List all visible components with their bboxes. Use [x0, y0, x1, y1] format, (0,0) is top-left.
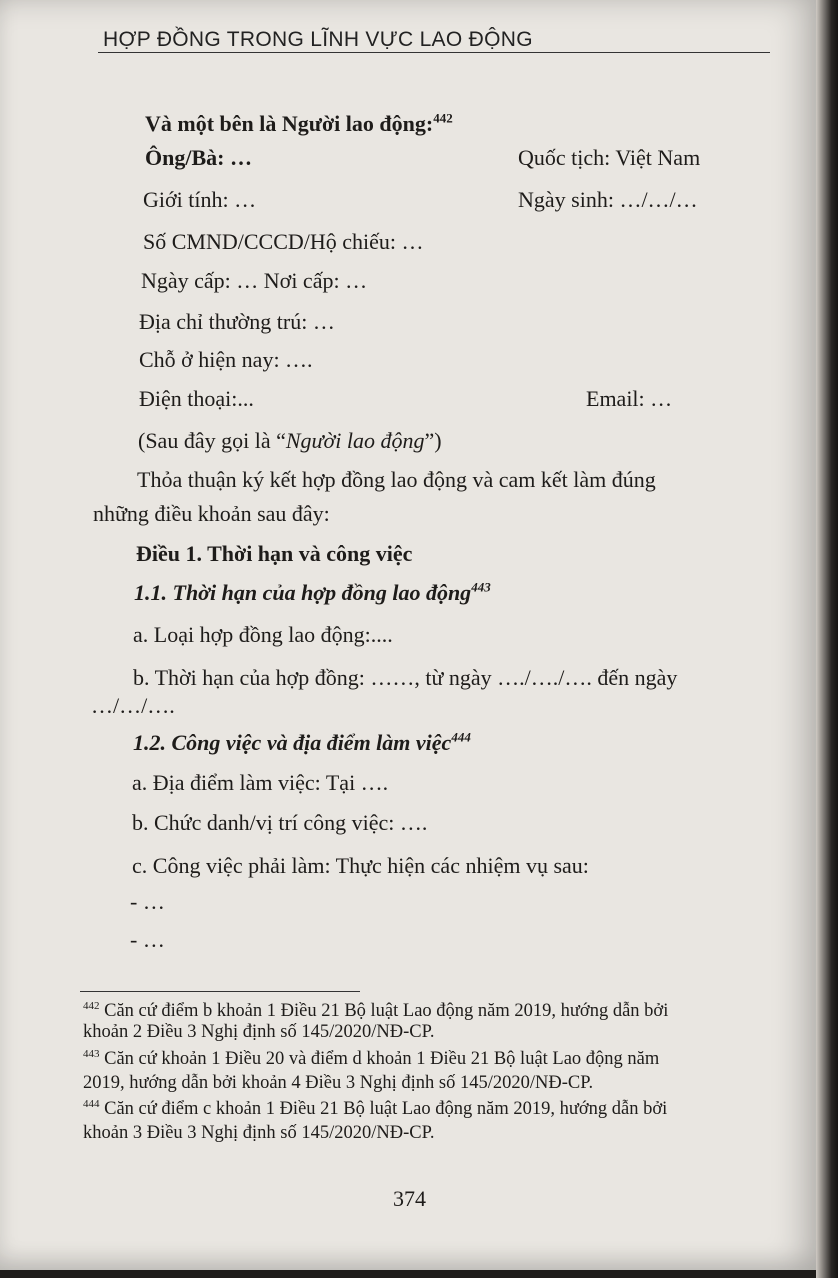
header-rule: [98, 52, 770, 53]
nationality-field: Quốc tịch: Việt Nam: [518, 145, 701, 170]
footnote-443-text: Căn cứ khoản 1 Điều 20 và điểm d khoản 1 Điều 21 Bộ luật Lao động năm: [104, 1049, 660, 1069]
contract-type-field: a. Loại hợp đồng lao động:....: [133, 622, 393, 647]
footnote-444-line-1: [83, 1099, 667, 1119]
issue-field: Ngày cấp: … Nơi cấp: …: [141, 268, 368, 293]
agreement-line-2: những điều khoản sau đây:: [93, 501, 330, 526]
article-1-title: Điều 1. Thời hạn và công việc: [136, 541, 413, 566]
footnote-442-line-1: [83, 1001, 668, 1021]
gender-field: Giới tính: …: [143, 187, 257, 212]
alias-before: (Sau đây gọi là “: [138, 428, 286, 453]
party-heading: [145, 111, 453, 137]
job-title-field: b. Chức danh/vị trí công việc: ….: [132, 810, 428, 835]
contract-term-line-2: …/…/….: [91, 693, 175, 718]
page-number: 374: [393, 1186, 426, 1211]
section-1-2-title: [133, 730, 471, 756]
footnote-442-line-2: khoản 2 Điều 3 Nghị định số 145/2020/NĐ-CP.: [83, 1022, 435, 1042]
footnote-ref-443: 443: [471, 579, 491, 595]
page-edge-shadow: [816, 0, 838, 1278]
footnote-442-text: Căn cứ điểm b khoản 1 Điều 21 Bộ luật Lao động năm 2019, hướng dẫn bởi: [104, 1001, 669, 1021]
duty-item-1: - …: [130, 889, 165, 914]
footnote-rule: [80, 991, 360, 992]
footnote-ref-444: 444: [451, 729, 471, 745]
alias-italic: Người lao động: [285, 428, 425, 453]
dob-field: Ngày sinh: …/…/…: [518, 187, 698, 212]
footnote-443-line-1: [83, 1049, 659, 1069]
section-1-1-text: 1.1. Thời hạn của hợp đồng lao động: [134, 580, 472, 605]
footnote-444-line-2: khoản 3 Điều 3 Nghị định số 145/2020/NĐ-CP.: [83, 1123, 435, 1143]
footnote-444-text: Căn cứ điểm c khoản 1 Điều 21 Bộ luật Lao động năm 2019, hướng dẫn bởi: [104, 1099, 668, 1119]
party-heading-text: Và một bên là Người lao động:: [145, 111, 434, 136]
name-field: Ông/Bà: …: [145, 145, 252, 170]
footnote-443-number: 443: [83, 1047, 100, 1060]
running-header: HỢP ĐỒNG TRONG LĨNH VỰC LAO ĐỘNG: [103, 28, 533, 51]
id-number-field: Số CMND/CCCD/Hộ chiếu: …: [143, 229, 424, 254]
current-address-field: Chỗ ở hiện nay: ….: [139, 347, 313, 372]
permanent-address-field: Địa chỉ thường trú: …: [139, 309, 335, 334]
phone-field: Điện thoại:...: [139, 386, 254, 411]
footnote-ref-442: 442: [433, 110, 453, 126]
alias-after: ”): [424, 428, 442, 453]
footnote-442-number: 442: [83, 999, 100, 1012]
footnote-443-line-2: 2019, hướng dẫn bởi khoản 4 Điều 3 Nghị định số 145/2020/NĐ-CP.: [83, 1073, 594, 1093]
alias-line: [138, 428, 442, 454]
duty-item-2: - …: [130, 927, 165, 952]
duties-field: c. Công việc phải làm: Thực hiện các nhiệm vụ sau:: [132, 853, 589, 878]
section-1-1-title: [134, 580, 491, 606]
section-1-2-text: 1.2. Công việc và địa điểm làm việc: [133, 730, 452, 755]
email-field: Email: …: [586, 386, 673, 411]
footnote-444-number: 444: [83, 1097, 100, 1110]
agreement-line-1: Thỏa thuận ký kết hợp đồng lao động và cam kết làm đúng: [137, 467, 656, 492]
contract-term-line-1: b. Thời hạn của hợp đồng: ……, từ ngày …./…./…. đến ngày: [133, 665, 678, 690]
workplace-field: a. Địa điểm làm việc: Tại ….: [132, 770, 389, 795]
